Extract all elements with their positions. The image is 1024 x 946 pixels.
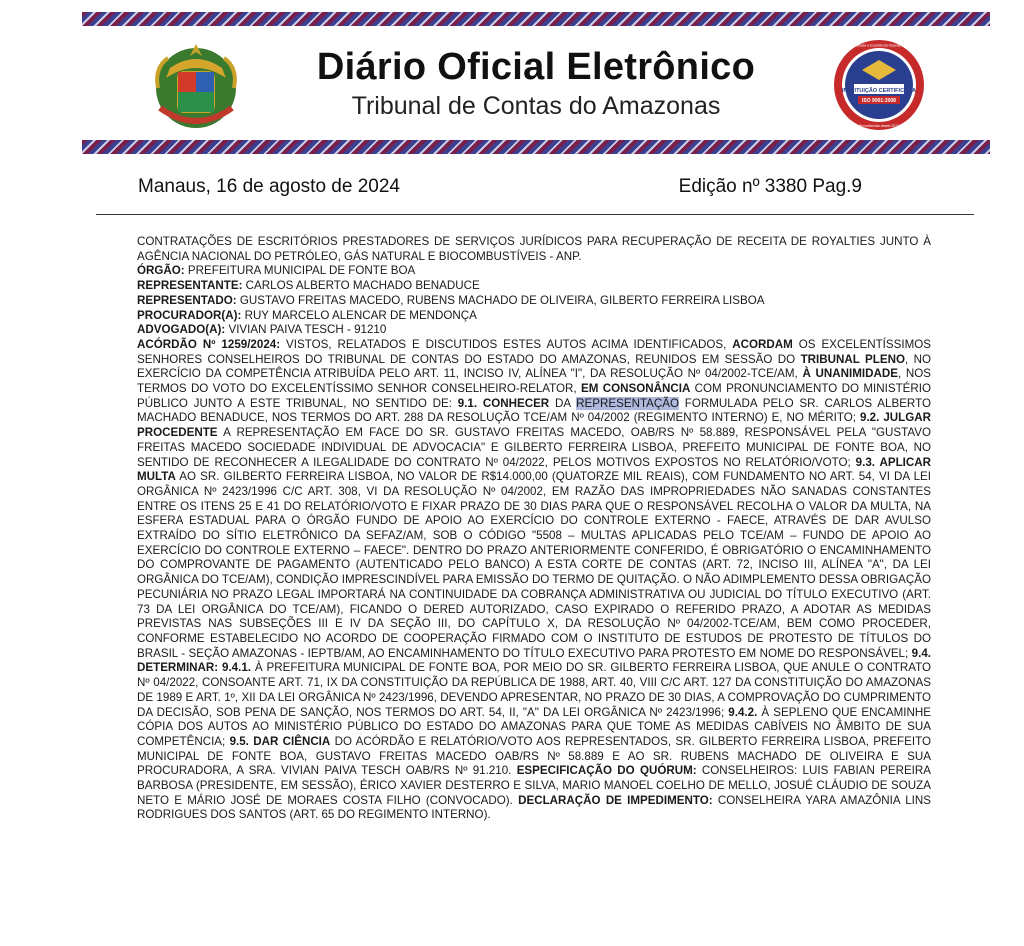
page-subtitle: Tribunal de Contas do Amazonas xyxy=(351,92,721,120)
doc-acordao xyxy=(137,338,931,823)
doc-orgao xyxy=(137,264,931,279)
procurador-label: PROCURADOR(A): xyxy=(137,308,242,322)
advogado-label: ADVOGADO(A): xyxy=(137,323,226,337)
acordao-text-8: A REPRESENTAÇÃO EM FACE DO SR. GUSTAVO FREITAS MACEDO, OAB/RS Nº 58.889, RESPONSÁVEL PELA "GUSTAVO FREITAS MACEDO SOCIEDADE INDIVIDUAL DE ADVOCACIA" E GILBERTO FERREIRA LISBOA, PREFEITO MUNICIPAL DE FONTE BOA, NO SENTIDO DE RECONHECER A ILEGALIDADE DO CONTRATO Nº 04/2022, PELOS MOTIVOS EXPOSTOS NO RELATÓRIO/VOTO; xyxy=(137,426,931,469)
representante-label: REPRESENTANTE: xyxy=(137,279,243,293)
doc-advogado xyxy=(137,323,931,338)
seal-text-top: Qualidade e Excelência Operacional xyxy=(849,43,909,48)
representado-label: REPRESENTADO: xyxy=(137,293,237,307)
acordao-text-13: CONSELHEIROS: LUIS FABIAN PEREIRA BARBOSA (PRESIDENTE, EM SESSÃO), ÉRICO XAVIER DESTERRO E SILVA, MARIO MANOEL COELHO DE MELLO, JOSUÉ CLÁUDIO DE SOUZA NETO E MÁRIO JOSÉ DE MORAES COSTA FILHO (CONVOCADO). xyxy=(137,764,932,807)
acordao-text-12: DO ACÓRDÃO E RELATÓRIO/VOTO AOS REPRESENTADOS, SR. GILBERTO FERREIRA LISBOA, PREFEITO MUNICIPAL DE FONTE BOA, GUSTAVO FREITAS MACEDO OAB/RS Nº 58.889 E AO SR. RUBENS MACHADO DE OLIVEIRA E SUA PROCURADORA, A SRA. VIVIAN PAIVA TESCH OAB/RS Nº 91.210. xyxy=(137,734,931,778)
coat-of-arms-icon xyxy=(150,38,242,134)
document-body xyxy=(137,235,931,823)
certification-seal-icon xyxy=(832,38,926,132)
acordao-text-14: CONSELHEIRA YARA AMAZÔNIA LINS RODRIGUES DOS SANTOS (ART. 65 DO REGIMENTO INTERNO). xyxy=(137,793,931,822)
acordao-text-6: DA xyxy=(549,396,577,410)
acordao-text-11: À SEPLENO QUE ENCAMINHE CÓPIA DOS AUTOS AO MINISTÉRIO PÚBLICO DO ESTADO DO AMAZONAS PARA QUE TOME AS MEDIDAS CABÍVEIS NO ÂMBITO DE SUA COMPETÊNCIA; xyxy=(137,705,931,748)
advogado-value: VIVIAN PAIVA TESCH - 91210 xyxy=(225,323,387,337)
orgao-value: PREFEITURA MUNICIPAL DE FONTE BOA xyxy=(184,264,416,278)
acordao-label: ACÓRDÃO Nº 1259/2024: xyxy=(137,337,281,351)
header-band-bottom xyxy=(82,140,990,154)
location-date: Manaus, 16 de agosto de 2024 xyxy=(138,176,400,197)
quorum-bold: ESPECIFICAÇÃO DO QUÓRUM: xyxy=(516,764,697,778)
seal-text-mid: INSTITUIÇÃO CERTIFICADA xyxy=(842,88,916,94)
acordao-text-2: OS EXCELENTÍSSIMOS SENHORES CONSELHEIROS DO TRIBUNAL DE CONTAS DO ESTADO DO AMAZONAS, REUNIDOS EM SESSÃO DO xyxy=(137,337,931,366)
seal-text-iso: ISO 9001:2008 xyxy=(862,98,896,104)
acordao-text-9: AO SR. GILBERTO FERREIRA LISBOA, NO VALOR DE R$14.000,00 (QUATORZE MIL REAIS), COM FUNDAMENTO NO ART. 54, VI DA LEI ORGÂNICA Nº 2423/1996 C/C ART. 308, VI DA RESOLUÇÃO Nº 04/2002, EM RAZÃO DAS IMPROPRIEDADES NÃO SANADAS CONSTANTES ENTRE OS ITENS 25 E 41 DO RELATÓRIO/VOTO E FIXAR PRAZO DE 30 DIAS PARA QUE O RESPONSÁVEL RECOLHA O VALOR DA MULTA, NA ESFERA ESTADUAL PARA O ÓRGÃO FUNDO DE APOIO AO EXERCÍCIO DO CONTROLE EXTERNO - FAECE, ATRAVÉS DE DAR AVULSO EXTRAÍDO DO SÍTIO ELETRÔNICO DA SEFAZ/AM, SOB O CÓDIGO "5508 – MULTAS APLICADAS PELO TCE/AM – FUNDO DE APOIO AO EXERCÍCIO DO CONTROLE EXTERNO – FAECE". DENTRO DO PRAZO ANTERIORMENTE CONFERIDO, É OBRIGATÓRIO O ENCAMINHAMENTO DO COMPROVANTE DE PAGAMENTO (AUTENTICADO PELO BANCO) A ESTA CORTE DE CONTAS (ART. 72, INCISO III, ALÍNEA "A", DA LEI ORGÂNICA DO TCE/AM), CONDIÇÃO IMPRESCINDÍVEL PARA EMISSÃO DO TERMO DE QUITAÇÃO. O NÃO ADIMPLEMENTO DESSA OBRIGAÇÃO PECUNIÁRIA NO PRAZO LEGAL IMPORTARÁ NA CONTINUIDADE DA COBRANÇA ADMINISTRATIVA OU JUDICIAL DO TÍTULO EXECUTIVO (ART. 73 DA LEI ORGÂNICA DO TCE/AM), FICANDO O DERED AUTORIZADO, CASO EXPIRADO O REFERIDO PRAZO, A ADOTAR AS MEDIDAS PREVISTAS NAS SUBSEÇÕES III E IV DA SEÇÃO III, DO CAPÍTULO X, DA RESOLUÇÃO Nº 04/2002-TCE/AM, BEM COMO PROCEDER, CONFORME ESTABELECIDO NO ACORDO DE COOPERAÇÃO FIRMADO COM O INSTITUTO DE ESTUDOS DE PROTESTO DE TÍTULOS DO BRASIL - SEÇÃO AMAZONAS - IEPTB/AM, AO ENCAMINHAMENTO DO TÍTULO EXECUTIVO PARA PROTESTO EM NOME DO RESPONSÁVEL; xyxy=(137,470,931,660)
consonancia-bold: EM CONSONÂNCIA xyxy=(580,382,691,396)
acordao-text-5: COM PRONUNCIAMENTO DO MINISTÉRIO PÚBLICO JUNTO A ESTE TRIBUNAL, NO SENTIDO DE: xyxy=(137,382,931,410)
procurador-value: RUY MARCELO ALENCAR DE MENDONÇA xyxy=(241,308,477,322)
representante-value: CARLOS ALBERTO MACHADO BENADUCE xyxy=(242,279,480,293)
item-9-3-bold: 9.3. APLICAR MULTA xyxy=(137,455,932,484)
header-rule xyxy=(96,214,974,215)
item-9-2-bold: 9.2. JULGAR PROCEDENTE xyxy=(137,411,931,440)
doc-representado xyxy=(137,294,931,309)
highlighted-representacao: REPRESENTAÇÃO xyxy=(576,396,680,410)
acordao-text-7: FORMULADA PELO SR. CARLOS ALBERTO MACHADO BENADUCE, NOS TERMOS DO ART. 288 DA RESOLUÇÃO TCE/AM Nº 04/2002 (REGIMENTO INTERNO) E, NO MÉRITO; xyxy=(137,396,931,425)
doc-representante xyxy=(137,279,931,294)
item-9-4-2-bold: 9.4.2. xyxy=(728,705,758,719)
pleno-bold: TRIBUNAL PLENO xyxy=(800,352,905,366)
orgao-label: ÓRGÃO: xyxy=(137,264,185,278)
header-band-top xyxy=(82,12,990,26)
doc-procurador xyxy=(137,309,931,324)
unanimidade-bold: À UNANIMIDADE xyxy=(802,367,898,381)
doc-intro: CONTRATAÇÕES DE ESCRITÓRIOS PRESTADORES DE SERVIÇOS JURÍDICOS PARA RECUPERAÇÃO DE RECEITA DE ROYALTIES JUNTO À AGÊNCIA NACIONAL DO PETRÓLEO, GÁS NATURAL E BIOCOMBUSTÍVEIS - ANP. xyxy=(137,235,931,263)
item-9-4-bold: 9.4. DETERMINAR: 9.4.1. xyxy=(137,646,931,675)
acordao-text-3: , NO EXERCÍCIO DA COMPETÊNCIA ATRIBUÍDA PELO ART. 11, INCISO IV, ALÍNEA "I", DA RESOLUÇÃO Nº 04/2002-TCE/AM, xyxy=(137,352,931,381)
edition-page: Edição nº 3380 Pag.9 xyxy=(678,176,862,197)
item-9-1-bold: 9.1. CONHECER xyxy=(457,396,550,410)
impedimento-bold: DECLARAÇÃO DE IMPEDIMENTO: xyxy=(518,793,713,807)
page-title: Diário Oficial Eletrônico xyxy=(316,46,756,88)
representado-value: GUSTAVO FREITAS MACEDO, RUBENS MACHADO DE OLIVEIRA, GILBERTO FERREIRA LISBOA xyxy=(236,293,765,307)
acordao-text-1: VISTOS, RELATADOS E DISCUTIDOS ESTES AUTOS ACIMA IDENTIFICADOS, xyxy=(280,337,733,351)
acordao-text-4: , NOS TERMOS DO VOTO DO EXCELENTÍSSIMO SENHOR CONSELHEIRO-RELATOR, xyxy=(137,367,931,396)
acordao-text-10: À PREFEITURA MUNICIPAL DE FONTE BOA, POR MEIO DO SR. GILBERTO FERREIRA LISBOA, QUE ANULE O CONTRATO Nº 04/2022, CONSOANTE ART. 71, IX DA CONSTITUIÇÃO DA REPÚBLICA DE 1988, ART. 40, VIII C/C ART. 127 DA CONSTITUIÇÃO DO AMAZONAS DE 1989 E ART. 1º, XII DA LEI ORGÂNICA Nº 2423/1996, DEVENDO APRESENTAR, NO PRAZO DE 30 DIAS, A COMPROVAÇÃO DO CUMPRIMENTO DA DECISÃO, SOB PENA DE SANÇÃO, NOS TERMOS DO ART. 54, II, "A" DA LEI ORGÂNICA Nº 2423/1996; xyxy=(137,661,931,719)
seal-text-bottom: Reconhecida desde 2013 xyxy=(858,124,900,128)
item-9-5-bold: 9.5. DAR CIÊNCIA xyxy=(229,734,331,748)
acordam-bold: ACORDAM xyxy=(732,337,793,351)
